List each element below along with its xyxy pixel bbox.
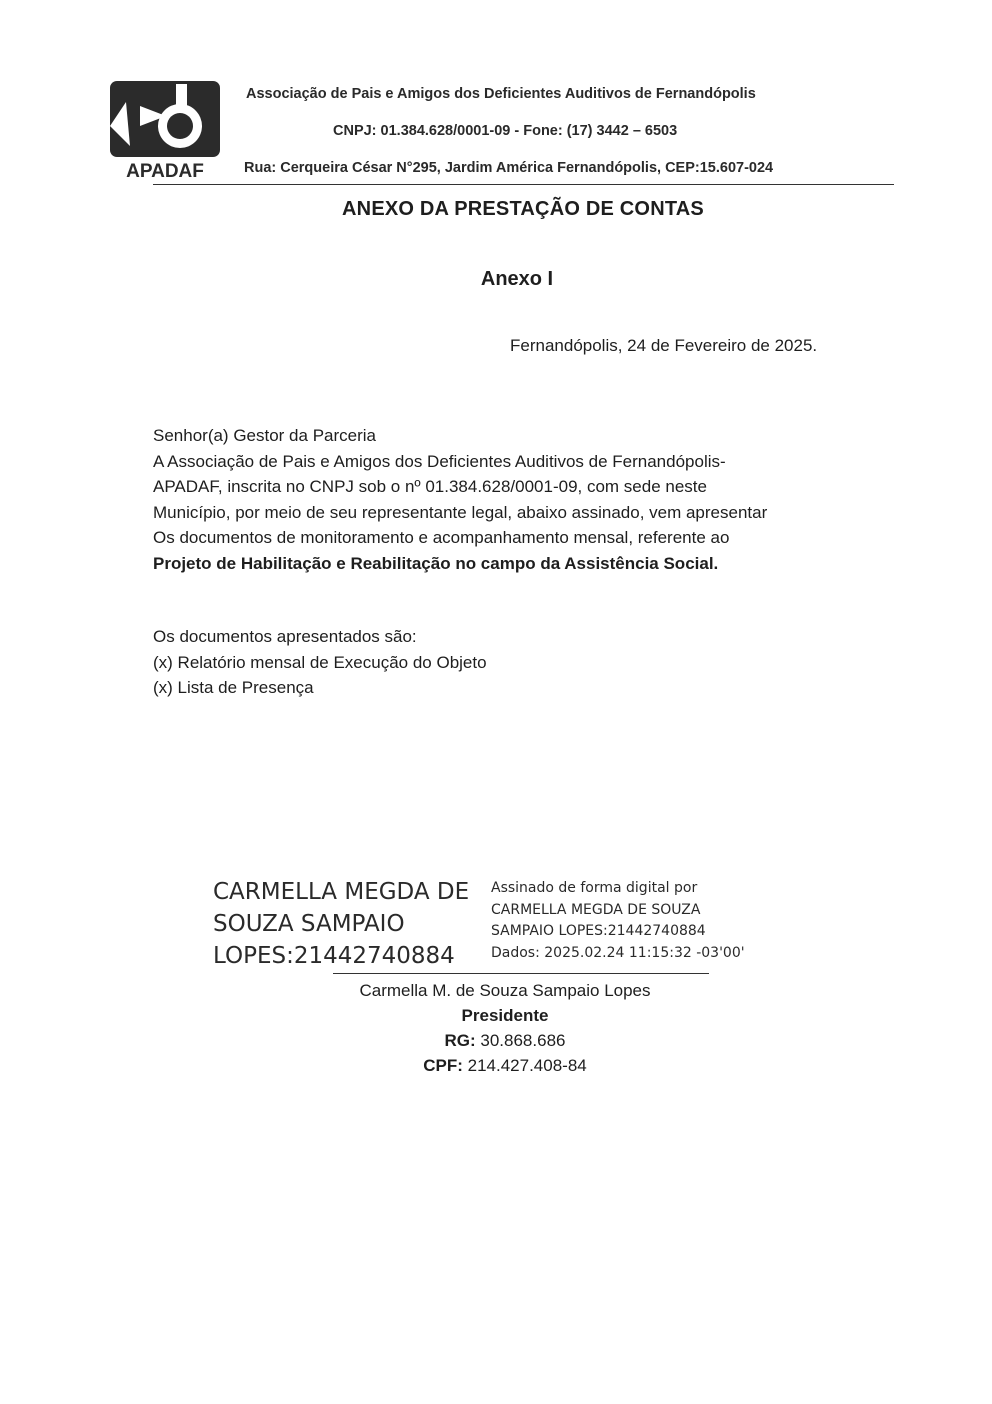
document-item: (x) Lista de Presença — [153, 678, 314, 698]
signer-cpf — [300, 1056, 710, 1076]
signature-name-line: SOUZA SAMPAIO — [213, 911, 405, 937]
documents-intro: Os documentos apresentados são: — [153, 627, 417, 646]
apadaf-logo — [106, 80, 224, 180]
digital-signature-name — [213, 876, 469, 972]
signature-meta-line: SAMPAIO LOPES:21442740884 — [491, 923, 706, 939]
cpf-value: 214.427.408-84 — [462, 1056, 587, 1075]
signer-role: Presidente — [461, 1006, 549, 1025]
body-line: Senhor(a) Gestor da Parceria — [153, 426, 376, 445]
cnpj-phone-line: CNPJ: 01.384.628/0001-09 - Fone: (17) 3442 – 6503 — [333, 123, 678, 139]
body-line: A Associação de Pais e Amigos dos Deficientes Auditivos de Fernandópolis- — [153, 451, 726, 471]
signature-meta-line: Dados: 2025.02.24 11:15:32 -03'00' — [491, 944, 745, 961]
signature-meta-line: CARMELLA MEGDA DE SOUZA — [491, 901, 701, 918]
signer-name: Carmella M. de Souza Sampaio Lopes — [359, 981, 651, 1000]
signature-meta-line: Assinado de forma digital por — [491, 880, 698, 896]
document-title: ANEXO DA PRESTAÇÃO DE CONTAS — [342, 198, 704, 220]
body-line: APADAF, inscrita no CNPJ sob o nº 01.384.628/0001-09, com sede neste — [153, 477, 707, 497]
rg-label: RG: — [444, 1031, 476, 1050]
project-name: Projeto de Habilitação e Reabilitação no campo da Assistência Social. — [153, 553, 719, 573]
logo-text: APADAF — [126, 161, 204, 180]
body-paragraph — [153, 423, 767, 577]
signature-line — [333, 973, 709, 974]
document-item: (x) Relatório mensal de Execução do Objeto — [153, 652, 487, 672]
address-line: Rua: Cerqueira César N°295, Jardim América Fernandópolis, CEP:15.607-024 — [244, 160, 774, 176]
signature-name-line: LOPES:21442740884 — [213, 943, 455, 969]
documents-list — [153, 624, 487, 701]
header-divider — [153, 184, 894, 185]
body-line: Município, por meio de seu representante legal, abaixo assinado, vem apresentar — [153, 502, 768, 522]
annex-heading: Anexo I — [480, 268, 554, 290]
signature-name-line: CARMELLA MEGDA DE — [213, 879, 470, 905]
body-line: Os documentos de monitoramento e acompanhamento mensal, referente ao — [153, 528, 730, 548]
rg-value: 30.868.686 — [475, 1031, 566, 1050]
signer-rg — [300, 1031, 710, 1051]
organization-name: Associação de Pais e Amigos dos Deficientes Auditivos de Fernandópolis — [246, 86, 756, 102]
cpf-label: CPF: — [423, 1056, 463, 1075]
date-line: Fernandópolis, 24 de Fevereiro de 2025. — [510, 336, 818, 355]
digital-signature-details — [491, 878, 745, 964]
